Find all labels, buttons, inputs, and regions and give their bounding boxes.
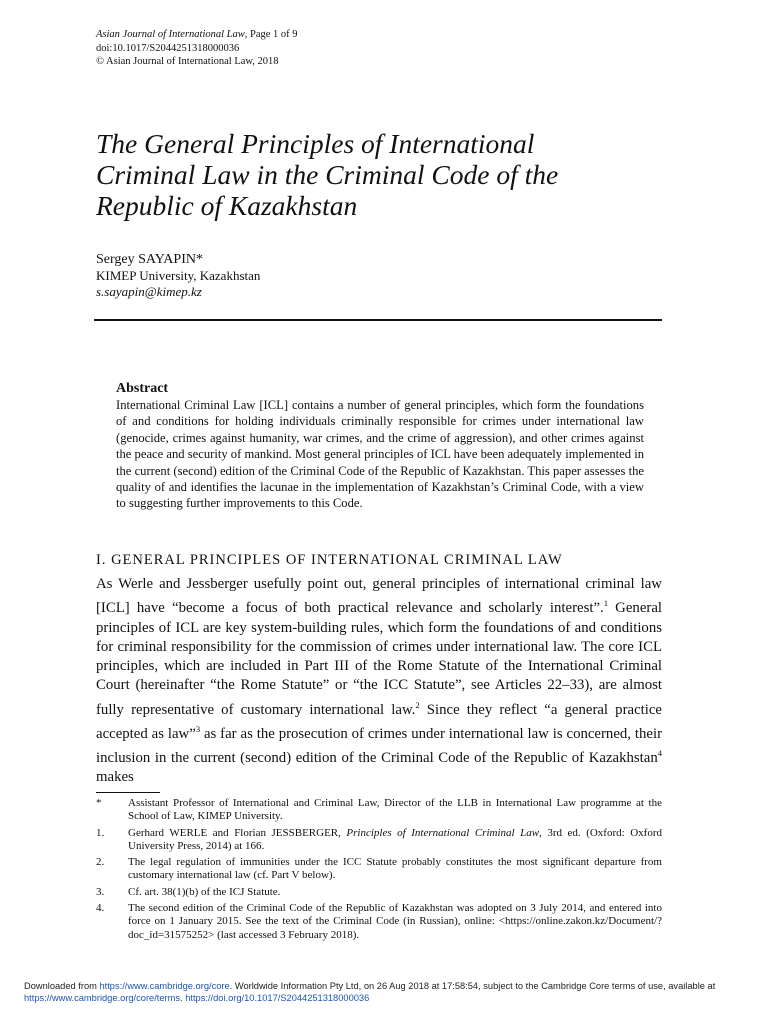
cambridge-core-link[interactable]: https://www.cambridge.org/core	[99, 981, 230, 991]
footnote-ref[interactable]: 1	[603, 598, 608, 609]
doi-link[interactable]: https://doi.org/10.1017/S2044251318000036	[185, 993, 370, 1003]
page-info: , Page 1 of 9	[244, 29, 298, 40]
title-divider	[94, 319, 662, 321]
footnote: 3. Cf. art. 38(1)(b) of the ICJ Statute.	[96, 885, 281, 898]
author-name: Sergey SAYAPIN*	[96, 252, 203, 267]
footnotes	[96, 797, 662, 945]
article-title: The General Principles of International Criminal Law in the Criminal Code of the Republic of Kazakhstan	[96, 128, 559, 221]
body-paragraph: As Werle and Jessberger usefully point out, general principles of international criminal law [ICL] have “become a focus of both practical relevance and scholarly interest”.$^1$ General principles of ICL are key system-building rules, which form the foundations of and conditions for criminal responsibility for the commission of crimes under international law. The core ICL principles, which are included in Part III of the Rome Statute of the International Criminal Court (hereinafter “the Rome Statute” or “the ICC Statute”, see Articles 22–33), are almost fully representative of customary international law.$^2$ Since they reflect “a general practice accepted as law”$^3$ as far as the prosecution of crimes under international law is concerned, their inclusion in the current (second) edition of the Criminal Code of the Republic of Kazakhstan$^4$ makes	[96, 576, 663, 786]
author-affiliation: KIMEP University, Kazakhstan	[96, 268, 261, 283]
author-email[interactable]: s.sayapin@kimep.kz	[96, 284, 202, 299]
abstract	[116, 380, 644, 512]
doi: doi:10.1017/S2044251318000036	[96, 42, 240, 54]
running-header	[96, 28, 298, 69]
copyright: © Asian Journal of International Law, 2018	[96, 56, 279, 67]
journal-name: Asian Journal of International Law	[96, 29, 245, 40]
footnote-ref[interactable]: 4	[657, 748, 662, 759]
footnote: 4. The second edition of the Criminal Code of the Republic of Kazakhstan was adopted on 3 July 2014, and entered into force on 1 January 2015. See the text of the Criminal Code (in Russian), online: <https://online.zakon.kz/Document/?doc_id=31575252> (last accessed 3 February 2018).	[96, 902, 662, 941]
terms-link[interactable]: https://www.cambridge.org/core/terms	[24, 993, 181, 1003]
footnote-ref[interactable]: 2	[415, 699, 420, 710]
footnote: * Assistant Professor of International and Criminal Law, Director of the LLB in International Law programme at the School of Law, KIMEP University.	[96, 797, 662, 823]
author-block	[96, 252, 260, 300]
footnote: 2. The legal regulation of immunities under the ICC Statute probably constitutes the most significant departure from customary international law (cf. Part V below).	[96, 856, 662, 882]
footnote: 1. Gerhard WERLE and Florian JESSBERGER, Principles of International Criminal Law, 3rd ed. (Oxford: Oxford University Press, 2014) at 166.	[96, 826, 662, 852]
section-heading: I. GENERAL PRINCIPLES OF INTERNATIONAL CRIMINAL LAW	[96, 552, 563, 568]
abstract-heading: Abstract	[116, 381, 169, 396]
footnote-divider	[96, 792, 160, 793]
footnote-ref[interactable]: 3	[195, 723, 201, 734]
abstract-text: International Criminal Law [ICL] contains a number of general principles, which form the foundations of and conditions for holding individuals criminally responsible for crimes under international law (genocide, crimes against humanity, war crimes, and the crime of aggression), and other crimes against the peace and security of mankind. Most general principles of ICL have been adequately implemented in the current (second) edition of the Criminal Code of the Republic of Kazakhstan. This paper assesses the quality of and identifies the lacunae in the implementation of Kazakhstan’s Criminal Code, with a view to suggesting further improvements to this Code.	[116, 398, 644, 511]
download-notice: Downloaded from https://www.cambridge.org/core. Worldwide Information Pty Ltd, on 26 Aug 2018 at 17:58:54, subject to the Cambridge Core terms of use, available at https://www.cambridge.org/core/terms. https://doi.org/10.1017/S2044251318000036	[24, 981, 716, 1003]
